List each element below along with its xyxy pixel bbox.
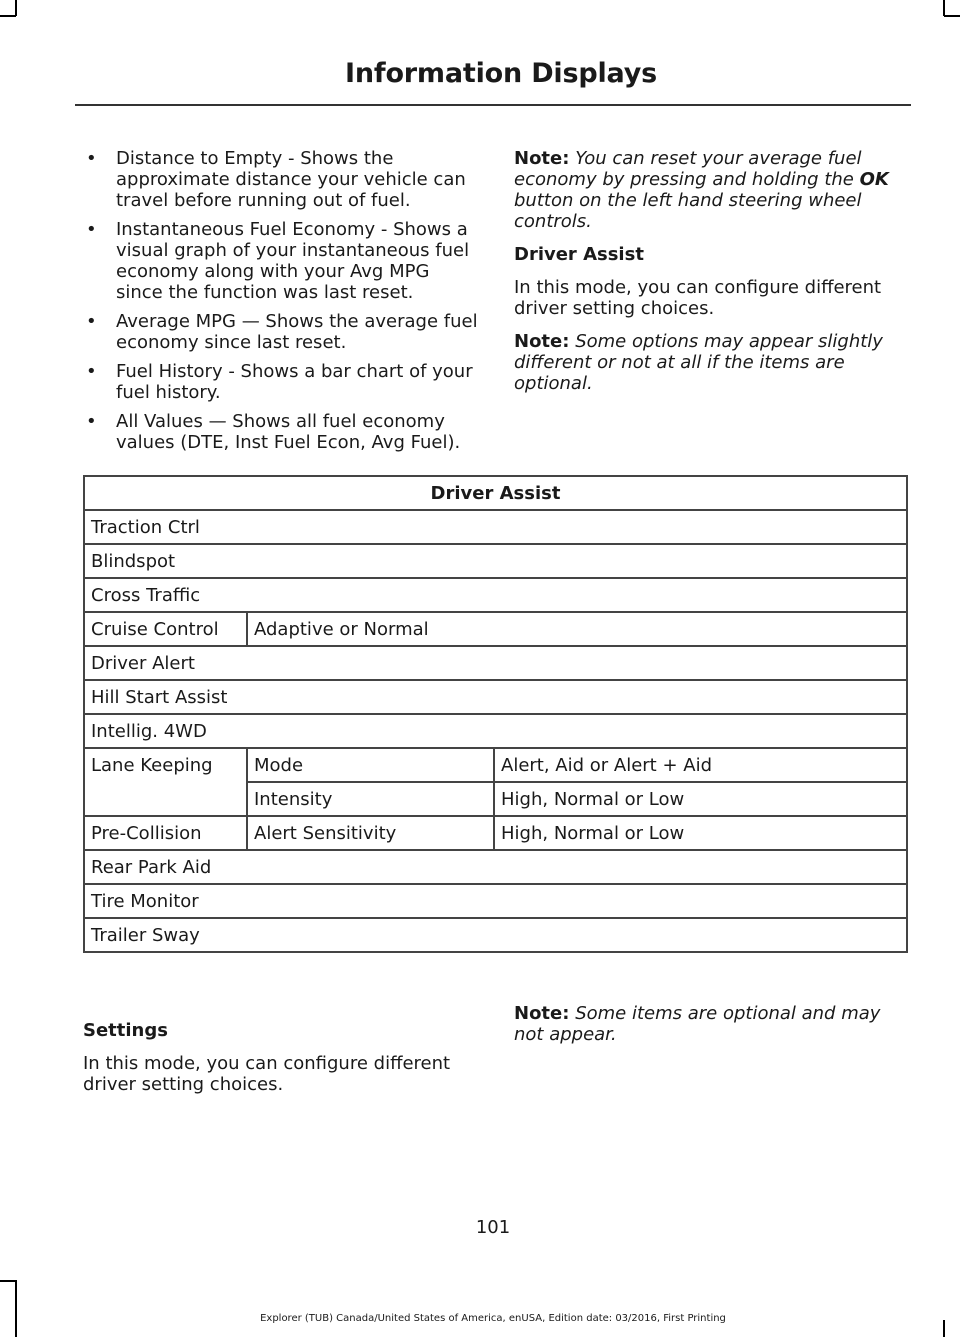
driver-assist-table	[83, 475, 908, 953]
left-column	[83, 148, 478, 461]
bullet-icon: •	[86, 219, 97, 240]
table-row: Cross Traffic	[84, 578, 907, 612]
bullet-icon: •	[86, 311, 97, 332]
table-header-row	[84, 476, 907, 510]
table-row: Tire Monitor	[84, 884, 907, 918]
settings-heading: Settings	[83, 1020, 168, 1041]
list-item: • Average MPG — Shows the average fuel economy since last reset.	[86, 311, 478, 353]
note-reset-fuel-economy: Note: You can reset your average fuel economy by pressing and holding the OK button on the left hand steering wheel controls.	[514, 148, 889, 232]
list-item: • Instantaneous Fuel Economy - Shows a visual graph of your instantaneous fuel economy along with your Avg MPG since the function was last reset.	[86, 219, 470, 303]
bullet-icon: •	[86, 411, 97, 432]
settings-section	[83, 1020, 478, 1107]
list-item: • Fuel History - Shows a bar chart of your fuel history.	[86, 361, 473, 403]
driver-assist-paragraph: In this mode, you can configure different driver setting choices.	[514, 277, 882, 319]
bullet-icon: •	[86, 361, 97, 382]
table-row: Intensity High, Normal or Low	[84, 782, 907, 816]
ok-button-reference: OK	[859, 169, 889, 190]
bullet-icon: •	[86, 148, 97, 169]
crop-mark-bottom-left	[15, 1280, 17, 1337]
footer-text: Explorer (TUB) Canada/United States of America, enUSA, Edition date: 03/2016, First Printing	[260, 1313, 726, 1324]
note-label: Note:	[514, 1003, 570, 1024]
note-optional-items: Note: Some options may appear slightly different or not at all if the items are optional.	[514, 331, 883, 394]
table-row: Hill Start Assist	[84, 680, 907, 714]
table-row: Intellig. 4WD	[84, 714, 907, 748]
crop-mark-top-right	[944, 15, 960, 17]
list-item: • All Values — Shows all fuel economy values (DTE, Inst Fuel Econ, Avg Fuel).	[86, 411, 461, 453]
driver-assist-heading: Driver Assist	[514, 244, 644, 265]
table-row: Trailer Sway	[84, 918, 907, 952]
page-number: 101	[475, 1217, 511, 1238]
right-column	[514, 148, 899, 406]
crop-mark-top-right	[943, 0, 945, 16]
section-title: Information Displays	[345, 58, 657, 89]
crop-mark-top-left	[15, 0, 17, 16]
list-item: • Distance to Empty - Shows the approximate distance your vehicle can travel before running out of fuel.	[86, 148, 466, 211]
table-row: Blindspot	[84, 544, 907, 578]
table-row: Traction Ctrl	[84, 510, 907, 544]
settings-paragraph: In this mode, you can configure different driver setting choices.	[83, 1053, 451, 1095]
table-row: Lane Keeping Mode Alert, Aid or Alert + Aid	[84, 748, 907, 782]
crop-mark-bottom-left	[0, 1280, 16, 1282]
table-row: Cruise Control Adaptive or Normal	[84, 612, 907, 646]
table-title: Driver Assist	[84, 476, 907, 510]
note-label: Note:	[514, 331, 570, 352]
table-row: Pre-Collision Alert Sensitivity High, Normal or Low	[84, 816, 907, 850]
note-label: Note:	[514, 148, 570, 169]
header-rule	[75, 104, 911, 106]
crop-mark-top-left	[0, 15, 16, 17]
table-row: Driver Alert	[84, 646, 907, 680]
note-section	[514, 1003, 899, 1057]
note-items-optional: Note: Some items are optional and may not appear.	[514, 1003, 881, 1045]
fuel-display-list	[83, 148, 478, 453]
table-row: Rear Park Aid	[84, 850, 907, 884]
